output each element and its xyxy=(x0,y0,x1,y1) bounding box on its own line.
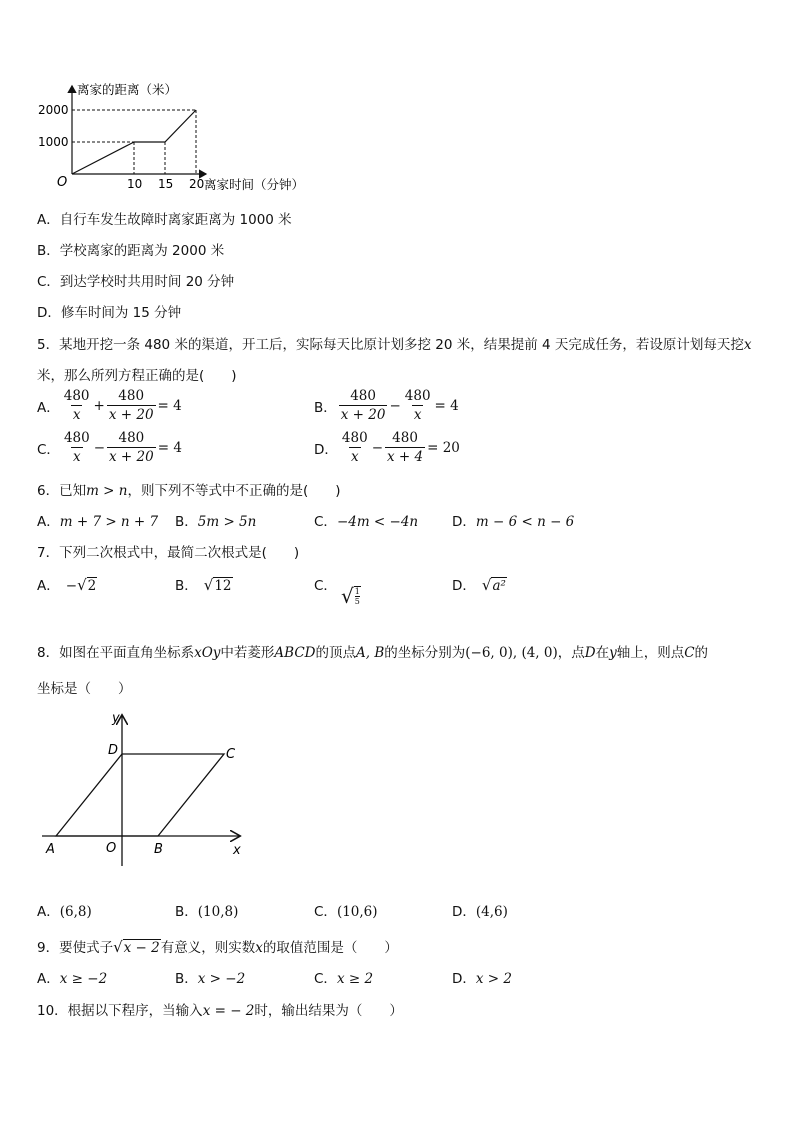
fraction: $\frac{480}{x}$ xyxy=(341,430,368,465)
q6-option-b: B．5m > 5n xyxy=(175,514,257,530)
fraction: $\frac{480}{x + 20}$ xyxy=(340,388,386,423)
point-d-label: D xyxy=(108,743,119,758)
option-label: D． xyxy=(314,441,338,458)
q7-option-d: D． √ a² xyxy=(452,576,506,594)
q8-option-b: B．(10,8) xyxy=(175,904,239,920)
y-axis-label: y xyxy=(112,711,120,726)
rhombus-figure xyxy=(36,708,251,868)
q8-stem-line1: 8．如图在平面直角坐标系xOy中若菱形ABCD的顶点A, B的坐标分别为(−6, 0), (4, 0)，点D在y轴上，则点C的 xyxy=(37,645,709,661)
point-a-label: A xyxy=(46,842,55,857)
q7-option-a: A． − √ 2 xyxy=(37,576,97,594)
q9-option-d: D．x > 2 xyxy=(452,971,513,987)
origin-label: O xyxy=(106,841,117,856)
y-axis-label: 离家的距离（米） xyxy=(77,82,178,97)
q5-option-d: D． $\frac{480}{x}$ − $\frac{480}{x + 4}$ = 20 xyxy=(314,430,460,465)
q5-stem-text: 5．某地开挖一条 480 米的渠道，开工后，实际每天比原计划多挖 20 米，结果提前 4 天完成任务，若设原计划每天挖 xyxy=(37,337,744,353)
fraction: $\frac{480}{x}$ xyxy=(63,430,90,465)
rhombus-abcd xyxy=(56,754,224,836)
q7-option-c: C． √ 1 5 xyxy=(314,578,360,608)
q9-stem: 9．要使式子 √ x − 2 有意义，则实数 x 的取值范围是（ ） xyxy=(37,938,398,956)
q8-option-a: A．(6,8) xyxy=(37,904,92,920)
q6-option-a: A．m + 7 > n + 7 xyxy=(37,514,159,530)
x-tick-label: 20 xyxy=(189,177,205,191)
fraction: $\frac{480}{x}$ xyxy=(404,388,431,423)
x-axis-label: 离家时间（分钟） xyxy=(204,177,305,192)
q9-option-c: C．x ≥ 2 xyxy=(314,971,374,987)
fraction: $\frac{480}{x}$ xyxy=(63,388,90,423)
fraction: $\frac{480}{x + 4}$ xyxy=(387,430,424,465)
q9-option-a: A．x ≥ −2 xyxy=(37,971,108,987)
q4-option-b: B．学校离家的距离为 2000 米 xyxy=(37,243,225,259)
distance-time-graph xyxy=(30,78,350,198)
y-tick-label: 2000 xyxy=(38,103,69,117)
q7-stem: 7．下列二次根式中，最简二次根式是( ) xyxy=(37,545,300,561)
y-tick-label: 1000 xyxy=(38,135,69,149)
q6-option-c: C．−4m < −4n xyxy=(314,514,419,530)
q5-option-a: A． $\frac{480}{x}$ + $\frac{480}{x + 20}$ = 4 xyxy=(37,388,182,423)
q5-variable: x xyxy=(743,337,752,353)
q6-stem: 6．已知m > n，则下列不等式中不正确的是( ) xyxy=(37,483,341,499)
option-label: B． xyxy=(314,399,337,416)
x-axis-label: x xyxy=(233,843,241,858)
option-label: A． xyxy=(37,399,60,416)
q6-option-d: D．m − 6 < n − 6 xyxy=(452,514,575,530)
point-c-label: C xyxy=(226,747,236,762)
q4-option-a: A．自行车发生故障时离家距离为 1000 米 xyxy=(37,212,292,228)
q4-option-d: D．修车时间为 15 分钟 xyxy=(37,305,182,321)
x-tick-label: 15 xyxy=(158,177,174,191)
q7-option-b: B． √ 12 xyxy=(175,576,232,594)
q5-stem-line2: 米，那么所列方程正确的是( ) xyxy=(37,368,237,384)
x-tick-label: 10 xyxy=(127,177,143,191)
option-label: C． xyxy=(37,441,60,458)
q5-option-c: C． $\frac{480}{x}$ − $\frac{480}{x + 20}$ = 4 xyxy=(37,430,182,465)
q5-option-b: B． $\frac{480}{x + 20}$ − $\frac{480}{x}$ = 4 xyxy=(314,388,459,423)
q8-stem-line2: 坐标是（ ） xyxy=(37,681,132,697)
q8-option-c: C．(10,6) xyxy=(314,904,378,920)
q9-option-b: B．x > −2 xyxy=(175,971,246,987)
q8-option-d: D．(4,6) xyxy=(452,904,508,920)
point-b-label: B xyxy=(154,842,163,857)
fraction: $\frac{480}{x + 20}$ xyxy=(108,388,154,423)
q10-stem: 10．根据以下程序，当输入x = − 2时，输出结果为（ ） xyxy=(37,1003,403,1019)
q4-option-c: C．到达学校时共用时间 20 分钟 xyxy=(37,274,235,290)
fraction: $\frac{480}{x + 20}$ xyxy=(109,430,154,465)
q5-stem-line1 xyxy=(37,333,752,353)
origin-label: O xyxy=(57,175,68,190)
